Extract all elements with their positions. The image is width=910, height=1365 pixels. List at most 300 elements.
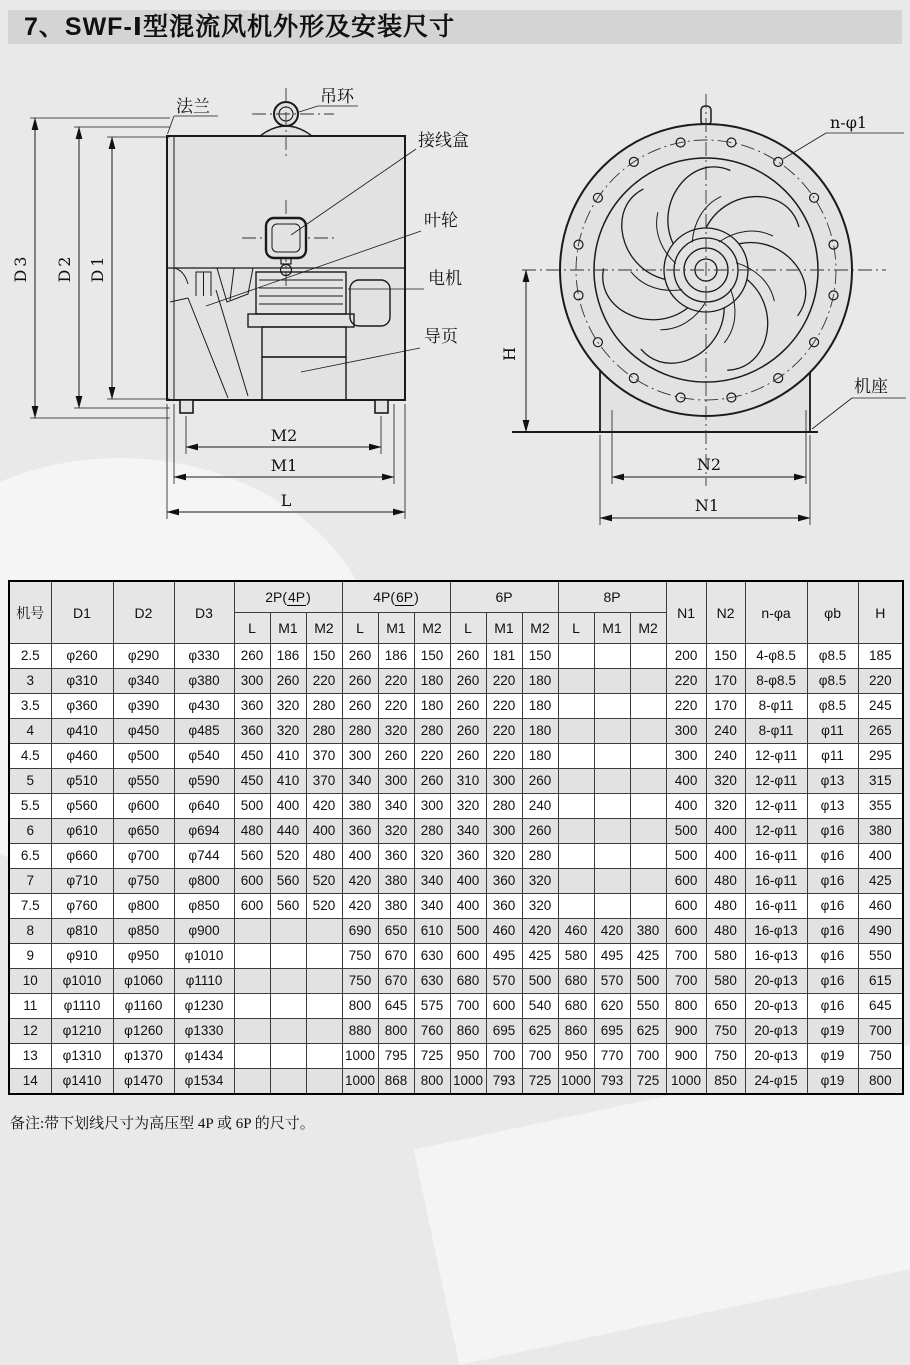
table-cell: 260 [450, 744, 486, 769]
table-cell: 700 [450, 994, 486, 1019]
table-cell: 800 [342, 994, 378, 1019]
table-cell [234, 1069, 270, 1095]
col-h: H [858, 581, 903, 644]
table-cell: φ1110 [51, 994, 113, 1019]
table-cell: 185 [858, 644, 903, 669]
col-n-phi-a: n-φa [745, 581, 807, 644]
table-cell: 370 [306, 769, 342, 794]
table-cell: 560 [270, 894, 306, 919]
table-cell: φ800 [113, 894, 174, 919]
dim-label-n2: N2 [696, 455, 722, 474]
table-cell: 575 [414, 994, 450, 1019]
table-cell: 220 [378, 669, 414, 694]
table-cell: 280 [342, 719, 378, 744]
table-cell: φ1010 [174, 944, 234, 969]
table-cell [306, 1069, 342, 1095]
table-cell [270, 969, 306, 994]
col-m2: M2 [306, 613, 342, 644]
table-cell: 380 [630, 919, 666, 944]
table-cell: 260 [450, 644, 486, 669]
table-cell [306, 1019, 342, 1044]
table-cell: 420 [342, 894, 378, 919]
table-cell: 11 [9, 994, 51, 1019]
table-cell: φ1470 [113, 1069, 174, 1095]
dim-label-m1: M1 [270, 456, 298, 475]
table-cell [558, 869, 594, 894]
table-cell: 300 [666, 719, 706, 744]
table-cell [306, 994, 342, 1019]
table-cell: φ910 [51, 944, 113, 969]
table-cell: 260 [270, 669, 306, 694]
table-cell: 400 [450, 869, 486, 894]
label-impeller: 叶轮 [424, 211, 458, 230]
table-cell [558, 694, 594, 719]
table-row [9, 844, 903, 869]
table-cell [558, 819, 594, 844]
table-cell: 410 [270, 769, 306, 794]
table-cell: 12-φ11 [745, 744, 807, 769]
table-cell [306, 919, 342, 944]
table-cell: 800 [414, 1069, 450, 1095]
table-cell: 180 [414, 694, 450, 719]
table-cell: 400 [450, 894, 486, 919]
table-cell: 480 [706, 869, 745, 894]
table-cell: φ450 [113, 719, 174, 744]
table-cell: 650 [706, 994, 745, 1019]
table-cell: 360 [486, 869, 522, 894]
table-cell: φ540 [174, 744, 234, 769]
table-cell: 320 [378, 819, 414, 844]
table-cell: 5.5 [9, 794, 51, 819]
table-cell: 560 [234, 844, 270, 869]
table-cell: 150 [306, 644, 342, 669]
table-cell: φ360 [51, 694, 113, 719]
table-cell: 8-φ8.5 [745, 669, 807, 694]
table-cell: 1000 [666, 1069, 706, 1095]
table-cell: 280 [486, 794, 522, 819]
label-base: 机座 [854, 377, 888, 396]
table-cell: 750 [706, 1044, 745, 1069]
table-cell [558, 669, 594, 694]
table-cell: 20-φ13 [745, 1044, 807, 1069]
table-cell: φ485 [174, 719, 234, 744]
table-cell: 480 [706, 894, 745, 919]
table-cell: 220 [378, 694, 414, 719]
table-cell: 300 [486, 769, 522, 794]
table-cell [558, 844, 594, 869]
table-cell [630, 844, 666, 869]
table-cell: 600 [486, 994, 522, 1019]
table-cell: 700 [522, 1044, 558, 1069]
table-cell [270, 1019, 306, 1044]
table-cell: 8-φ11 [745, 694, 807, 719]
table-cell [270, 1044, 306, 1069]
table-cell: φ310 [51, 669, 113, 694]
table-cell: 320 [450, 794, 486, 819]
table-cell: 320 [270, 719, 306, 744]
table-cell: 150 [414, 644, 450, 669]
table-cell: 4-φ8.5 [745, 644, 807, 669]
table-cell: 220 [858, 669, 903, 694]
table-cell [630, 794, 666, 819]
table-cell [630, 819, 666, 844]
table-cell: 20-φ13 [745, 969, 807, 994]
table-cell: 340 [414, 894, 450, 919]
table-cell: 12 [9, 1019, 51, 1044]
table-cell [306, 969, 342, 994]
table-cell: 490 [858, 919, 903, 944]
table-cell: φ510 [51, 769, 113, 794]
table-cell: φ380 [174, 669, 234, 694]
table-cell: φ16 [807, 894, 858, 919]
table-cell: 630 [414, 969, 450, 994]
table-cell: 180 [414, 669, 450, 694]
col-m2: M2 [522, 613, 558, 644]
table-cell: 520 [270, 844, 306, 869]
col-n2: N2 [706, 581, 745, 644]
table-cell: 700 [666, 969, 706, 994]
table-cell: 1000 [342, 1044, 378, 1069]
table-cell: 180 [522, 669, 558, 694]
side-view [11, 87, 469, 519]
table-row [9, 769, 903, 794]
table-cell: 315 [858, 769, 903, 794]
table-cell: 670 [378, 969, 414, 994]
table-cell: 600 [234, 894, 270, 919]
table-cell: 7 [9, 869, 51, 894]
table-cell [630, 694, 666, 719]
table-cell: φ850 [113, 919, 174, 944]
table-cell: φ8.5 [807, 669, 858, 694]
table-cell: 360 [450, 844, 486, 869]
table-cell: φ260 [51, 644, 113, 669]
dim-label-d3: D3 [11, 253, 30, 283]
table-cell: φ290 [113, 644, 174, 669]
foot [375, 400, 388, 413]
table-cell: 320 [522, 869, 558, 894]
table-row [9, 669, 903, 694]
col-m1: M1 [378, 613, 414, 644]
table-cell: 200 [666, 644, 706, 669]
col-m2: M2 [630, 613, 666, 644]
table-cell: 440 [270, 819, 306, 844]
table-cell: 186 [378, 644, 414, 669]
col-n1: N1 [666, 581, 706, 644]
table-cell [558, 719, 594, 744]
table-cell: 320 [706, 769, 745, 794]
table-cell [594, 644, 630, 669]
table-cell: 750 [706, 1019, 745, 1044]
table-cell: φ1434 [174, 1044, 234, 1069]
table-cell: φ330 [174, 644, 234, 669]
label-motor: 电机 [428, 269, 462, 288]
table-cell: 770 [594, 1044, 630, 1069]
table-row [9, 894, 903, 919]
table-cell: 9 [9, 944, 51, 969]
table-cell: φ1330 [174, 1019, 234, 1044]
foot [180, 400, 193, 413]
table-cell: 320 [522, 894, 558, 919]
table-cell: φ8.5 [807, 644, 858, 669]
table-cell: 260 [378, 744, 414, 769]
table-cell: 300 [414, 794, 450, 819]
table-cell: φ16 [807, 819, 858, 844]
table-cell: 1000 [450, 1069, 486, 1095]
table-cell: φ1370 [113, 1044, 174, 1069]
table-cell [234, 1044, 270, 1069]
table-cell: 10 [9, 969, 51, 994]
table-cell: 570 [594, 969, 630, 994]
table-cell: 4 [9, 719, 51, 744]
table-cell: φ1410 [51, 1069, 113, 1095]
table-cell [630, 869, 666, 894]
table-cell: 320 [706, 794, 745, 819]
table-cell: 220 [666, 669, 706, 694]
table-cell: 150 [522, 644, 558, 669]
table-cell: φ1534 [174, 1069, 234, 1095]
table-cell: φ340 [113, 669, 174, 694]
table-cell: 186 [270, 644, 306, 669]
table-cell: 495 [486, 944, 522, 969]
table-cell: 425 [522, 944, 558, 969]
table-cell: 6 [9, 819, 51, 844]
table-cell: 500 [666, 844, 706, 869]
table-cell: 425 [858, 869, 903, 894]
table-cell: 7.5 [9, 894, 51, 919]
table-cell: 380 [378, 894, 414, 919]
table-cell: φ390 [113, 694, 174, 719]
dimension-table [8, 580, 904, 1095]
table-cell: 615 [858, 969, 903, 994]
col-m1: M1 [486, 613, 522, 644]
table-cell: 220 [486, 744, 522, 769]
table-cell: 12-φ11 [745, 819, 807, 844]
table-cell [270, 1069, 306, 1095]
table-cell: 570 [486, 969, 522, 994]
table-cell: 280 [414, 819, 450, 844]
table-cell [630, 719, 666, 744]
dimension-table-wrap [8, 580, 904, 1095]
table-cell: 580 [706, 969, 745, 994]
table-cell: φ1210 [51, 1019, 113, 1044]
table-cell: 480 [306, 844, 342, 869]
table-cell: 310 [450, 769, 486, 794]
table-cell: φ1260 [113, 1019, 174, 1044]
table-cell [558, 644, 594, 669]
table-cell [594, 669, 630, 694]
table-cell: 500 [630, 969, 666, 994]
col-group-8p: 8P [558, 581, 666, 613]
table-cell: 500 [450, 919, 486, 944]
table-cell: 600 [234, 869, 270, 894]
table-cell: 12-φ11 [745, 769, 807, 794]
table-cell: φ810 [51, 919, 113, 944]
table-cell: 360 [342, 819, 378, 844]
table-cell: 260 [234, 644, 270, 669]
label-guide-vane: 导页 [424, 327, 458, 346]
table-cell: φ460 [51, 744, 113, 769]
table-cell: 500 [522, 969, 558, 994]
table-cell: 280 [414, 719, 450, 744]
table-cell: 1000 [558, 1069, 594, 1095]
table-cell: 420 [306, 794, 342, 819]
table-cell: 360 [234, 694, 270, 719]
table-cell: 16-φ13 [745, 919, 807, 944]
table-cell: 320 [378, 719, 414, 744]
page-title: 7、SWF-Ⅰ型混流风机外形及安装尺寸 [8, 10, 902, 44]
table-row [9, 719, 903, 744]
table-cell [234, 919, 270, 944]
table-cell: 725 [414, 1044, 450, 1069]
table-row [9, 969, 903, 994]
table-cell: φ900 [174, 919, 234, 944]
table-cell: 400 [306, 819, 342, 844]
table-cell: 795 [378, 1044, 414, 1069]
table-cell: 695 [486, 1019, 522, 1044]
table-cell [630, 644, 666, 669]
col-phi-b: φb [807, 581, 858, 644]
table-cell: 680 [558, 994, 594, 1019]
table-row [9, 869, 903, 894]
table-cell: 625 [522, 1019, 558, 1044]
col-d2: D2 [113, 581, 174, 644]
dim-label-d1: D1 [88, 253, 107, 283]
dim-label-n1: N1 [694, 496, 720, 515]
table-row [9, 819, 903, 844]
table-cell: 480 [706, 919, 745, 944]
table-cell: 280 [522, 844, 558, 869]
table-cell: 750 [858, 1044, 903, 1069]
table-cell: 625 [630, 1019, 666, 1044]
table-cell: 355 [858, 794, 903, 819]
table-cell: 600 [666, 894, 706, 919]
table-cell: 260 [450, 669, 486, 694]
table-cell: 220 [486, 719, 522, 744]
table-cell: φ13 [807, 769, 858, 794]
label-flange: 法兰 [176, 97, 210, 116]
table-cell [234, 944, 270, 969]
table-row [9, 1019, 903, 1044]
table-cell: 645 [858, 994, 903, 1019]
table-cell: φ16 [807, 994, 858, 1019]
table-cell: φ11 [807, 744, 858, 769]
table-cell [630, 769, 666, 794]
col-group-4p6p: 4P(6P) [342, 581, 450, 613]
table-cell: 580 [558, 944, 594, 969]
table-cell [234, 1019, 270, 1044]
table-cell: φ550 [113, 769, 174, 794]
table-cell: 240 [522, 794, 558, 819]
table-cell: 400 [706, 819, 745, 844]
table-cell [594, 794, 630, 819]
technical-drawing [0, 46, 910, 576]
table-cell: 500 [666, 819, 706, 844]
label-bolt-holes: n-φ1 [830, 113, 868, 132]
table-cell: 380 [342, 794, 378, 819]
table-cell: φ700 [113, 844, 174, 869]
table-cell: 260 [342, 669, 378, 694]
table-cell: 360 [234, 719, 270, 744]
footnote: 备注:带下划线尺寸为高压型 4P 或 6P 的尺寸。 [10, 1116, 315, 1132]
table-cell: φ694 [174, 819, 234, 844]
table-cell: 260 [450, 719, 486, 744]
table-cell: φ410 [51, 719, 113, 744]
table-cell: φ19 [807, 1019, 858, 1044]
table-cell: 8-φ11 [745, 719, 807, 744]
dim-label-d2: D2 [55, 253, 74, 283]
table-cell: 560 [270, 869, 306, 894]
table-cell: 16-φ11 [745, 894, 807, 919]
table-cell: 380 [378, 869, 414, 894]
table-cell [558, 894, 594, 919]
table-cell [306, 1044, 342, 1069]
table-cell: 14 [9, 1069, 51, 1095]
table-cell: 460 [858, 894, 903, 919]
table-cell: 950 [450, 1044, 486, 1069]
table-cell: φ750 [113, 869, 174, 894]
table-cell: 800 [858, 1069, 903, 1095]
table-cell [270, 919, 306, 944]
length-dimensions [167, 404, 405, 519]
table-cell: 340 [342, 769, 378, 794]
table-cell: φ850 [174, 894, 234, 919]
col-m2: M2 [414, 613, 450, 644]
table-cell: 400 [666, 794, 706, 819]
table-cell: 370 [306, 744, 342, 769]
table-row [9, 919, 903, 944]
table-row [9, 994, 903, 1019]
table-cell: 460 [558, 919, 594, 944]
table-cell [630, 669, 666, 694]
table-cell: 550 [630, 994, 666, 1019]
table-cell [594, 744, 630, 769]
table-cell: 460 [486, 919, 522, 944]
table-cell: 16-φ13 [745, 944, 807, 969]
table-cell: 800 [378, 1019, 414, 1044]
table-cell: 220 [414, 744, 450, 769]
table-cell: 300 [342, 744, 378, 769]
table-cell: 670 [378, 944, 414, 969]
table-cell [558, 794, 594, 819]
table-cell: 900 [666, 1019, 706, 1044]
table-cell: 300 [486, 819, 522, 844]
table-cell: 240 [706, 719, 745, 744]
table-cell: 295 [858, 744, 903, 769]
table-cell: 2.5 [9, 644, 51, 669]
table-cell: 220 [486, 669, 522, 694]
table-cell [594, 894, 630, 919]
label-lifting-ring: 吊环 [320, 87, 354, 106]
table-row [9, 644, 903, 669]
table-cell: 260 [450, 694, 486, 719]
table-cell [594, 719, 630, 744]
table-cell: 400 [666, 769, 706, 794]
table-cell: 8 [9, 919, 51, 944]
table-cell: 240 [706, 744, 745, 769]
table-cell: 645 [378, 994, 414, 1019]
table-cell: 24-φ15 [745, 1069, 807, 1095]
table-cell: 13 [9, 1044, 51, 1069]
table-row [9, 944, 903, 969]
table-cell [594, 694, 630, 719]
table-cell: 180 [522, 744, 558, 769]
table-row [9, 744, 903, 769]
table-cell: 12-φ11 [745, 794, 807, 819]
table-cell: φ19 [807, 1044, 858, 1069]
table-row [9, 1069, 903, 1095]
table-cell: φ640 [174, 794, 234, 819]
table-cell: 260 [342, 644, 378, 669]
